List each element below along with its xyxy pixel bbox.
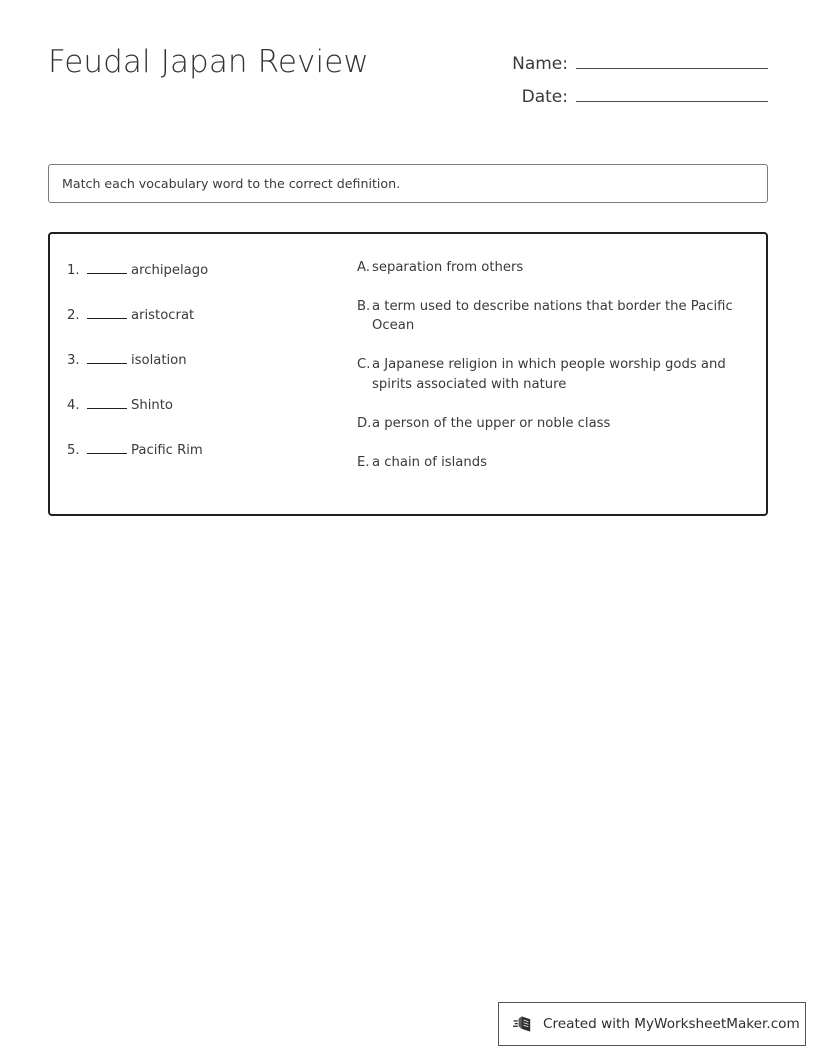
attribution-text: Created with MyWorksheetMaker.com — [543, 1016, 800, 1032]
answer-blank[interactable] — [87, 258, 127, 274]
definition-text: separation from others — [372, 260, 524, 275]
name-input-line[interactable] — [576, 48, 768, 69]
item-number: 1. — [67, 263, 80, 278]
item-number: 4. — [67, 398, 80, 413]
matching-exercise-box — [48, 232, 768, 516]
name-row — [468, 48, 768, 81]
list-item[interactable] — [67, 393, 347, 438]
definition-letter: E. — [357, 454, 370, 470]
name-date-block — [468, 48, 768, 114]
definition-text: a term used to describe nations that border the Pacific Ocean — [372, 299, 733, 334]
list-item — [357, 258, 753, 277]
list-item — [357, 414, 753, 433]
answer-blank[interactable] — [87, 393, 127, 409]
page-title: Feudal Japan Review — [48, 44, 369, 80]
item-number: 5. — [67, 443, 80, 458]
name-label: Name: — [512, 54, 568, 74]
answer-blank[interactable] — [87, 348, 127, 364]
worksheet-header — [48, 40, 768, 126]
vocabulary-word: Shinto — [131, 398, 173, 413]
vocabulary-word: Pacific Rim — [131, 443, 203, 458]
answer-blank[interactable] — [87, 438, 127, 454]
item-number: 3. — [67, 353, 80, 368]
date-row — [468, 81, 768, 114]
date-input-line[interactable] — [576, 81, 768, 102]
worksheet-maker-logo-icon — [513, 1013, 535, 1035]
definition-letter: A. — [357, 260, 370, 275]
vocabulary-word: isolation — [131, 353, 187, 368]
definition-text: a chain of islands — [372, 454, 487, 470]
directions-box: Match each vocabulary word to the correct definition. — [48, 164, 768, 203]
definition-letter: B. — [357, 299, 371, 315]
definition-text: a person of the upper or noble class — [372, 415, 611, 431]
list-item — [357, 453, 753, 472]
vocabulary-word: aristocrat — [131, 308, 195, 323]
definition-letter: D. — [357, 415, 372, 431]
list-item[interactable] — [67, 303, 347, 348]
definitions-column — [357, 258, 753, 492]
list-item[interactable] — [67, 258, 347, 303]
list-item — [357, 297, 753, 335]
attribution-badge[interactable] — [498, 1002, 806, 1046]
vocabulary-terms-column — [67, 258, 347, 483]
item-number: 2. — [67, 308, 80, 323]
vocabulary-word: archipelago — [131, 263, 209, 278]
definition-letter: C. — [357, 357, 371, 373]
date-label: Date: — [521, 87, 568, 107]
list-item[interactable] — [67, 438, 347, 483]
answer-blank[interactable] — [87, 303, 127, 319]
definition-text: a Japanese religion in which people worship gods and spirits associated with nature — [372, 357, 726, 392]
list-item[interactable] — [67, 348, 347, 393]
list-item — [357, 355, 753, 393]
